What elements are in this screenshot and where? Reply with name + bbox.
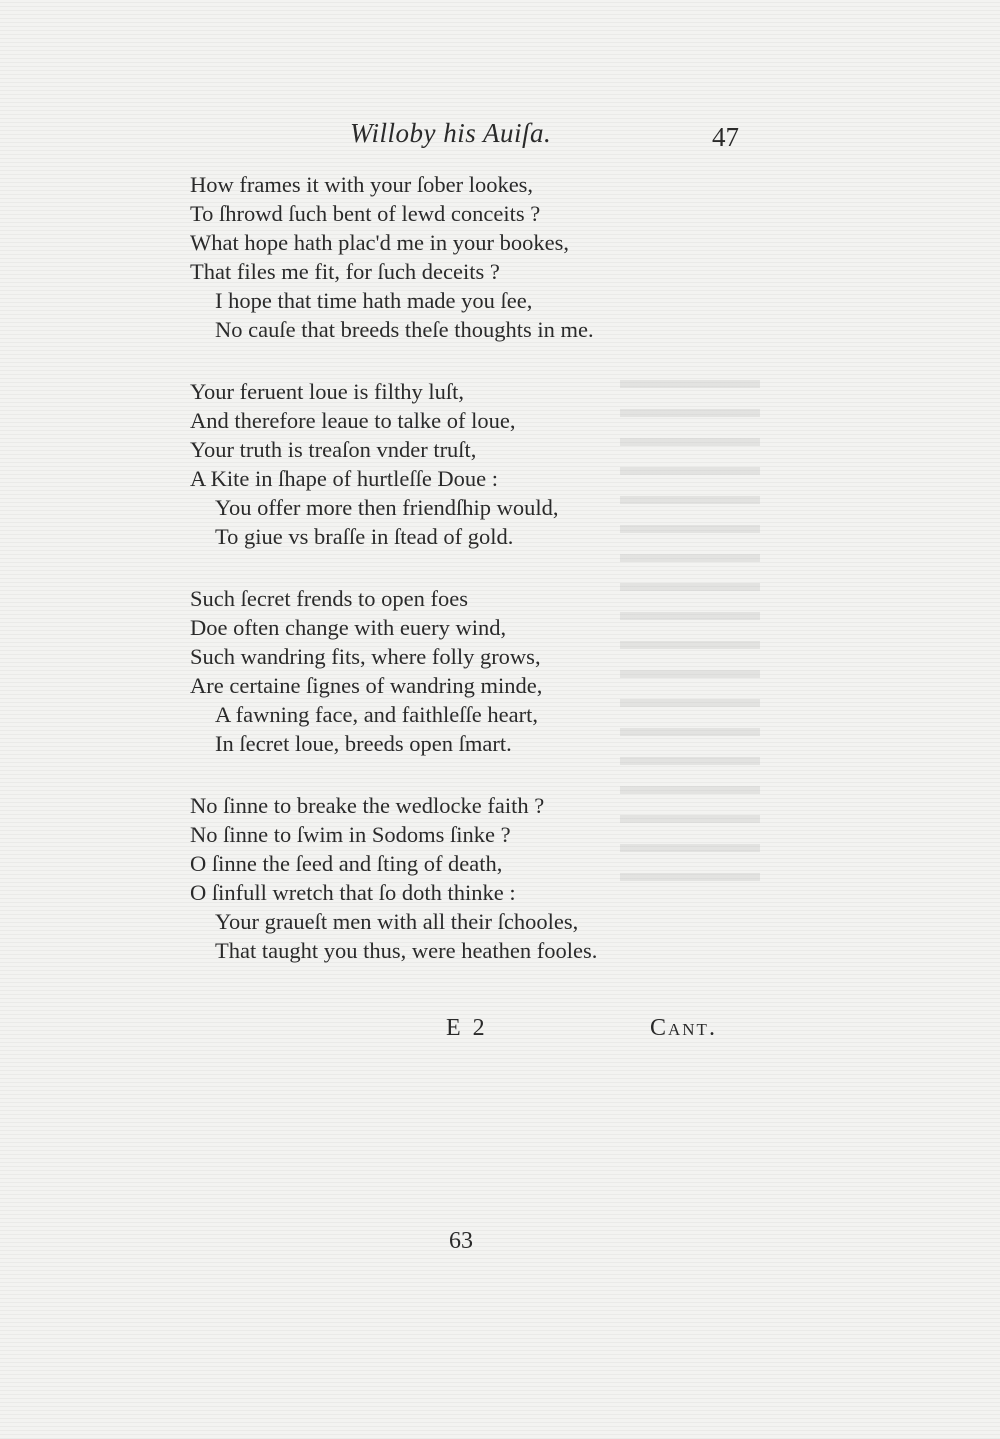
verse-line: Such ſecret frends to open foes (190, 586, 469, 611)
verse-line: To ſhrowd ſuch bent of lewd conceits ? (190, 201, 541, 226)
verse-line: How frames it with your ſober lookes, (190, 172, 534, 197)
page-number: 47 (712, 122, 739, 152)
stanza (190, 791, 750, 965)
poem-body (190, 170, 750, 998)
verse-line: And therefore leaue to talke of loue, (190, 408, 516, 433)
verse-line: Your truth is treaſon vnder truſt, (190, 437, 477, 462)
folio-number: 63 (449, 1228, 473, 1254)
verse-line: Such wandring fits, where folly grows, (190, 644, 541, 669)
verse-line: What hope hath plac'd me in your bookes, (190, 230, 569, 255)
stanza (190, 584, 750, 758)
verse-line: Your feruent loue is filthy luſt, (190, 379, 464, 404)
verse-line: O ſinne the ſeed and ſting of death, (190, 851, 503, 876)
verse-line-indented: To giue vs braſſe in ſtead of gold. (215, 524, 514, 549)
verse-line: Doe often change with euery wind, (190, 615, 507, 640)
verse-line-indented: I hope that time hath made you ſee, (215, 288, 533, 313)
catchword: Cant. (650, 1015, 717, 1041)
verse-line-indented: In ſecret loue, breeds open ſmart. (215, 731, 512, 756)
verse-line-indented: No cauſe that breeds theſe thoughts in me. (215, 317, 594, 342)
verse-line-indented: You offer more then friendſhip would, (215, 495, 559, 520)
stanza (190, 377, 750, 551)
verse-line: Are certaine ſignes of wandring minde, (190, 673, 543, 698)
verse-line-indented: Your graueſt men with all their ſchooles, (215, 909, 579, 934)
verse-line: O ſinfull wretch that ſo doth thinke : (190, 880, 516, 905)
verse-line: No ſinne to ſwim in Sodoms ſinke ? (190, 822, 511, 847)
running-title: Willoby his Auiſa. (350, 118, 552, 148)
stanza (190, 170, 750, 344)
verse-line-indented: That taught you thus, were heathen fooles. (215, 938, 598, 963)
verse-line: That files me fit, for ſuch deceits ? (190, 259, 500, 284)
verse-line-indented: A fawning face, and faithleſſe heart, (215, 702, 538, 727)
signature-mark: E 2 (446, 1015, 488, 1041)
verse-line: A Kite in ſhape of hurtleſſe Doue : (190, 466, 499, 491)
verse-line: No ſinne to breake the wedlocke faith ? (190, 793, 545, 818)
